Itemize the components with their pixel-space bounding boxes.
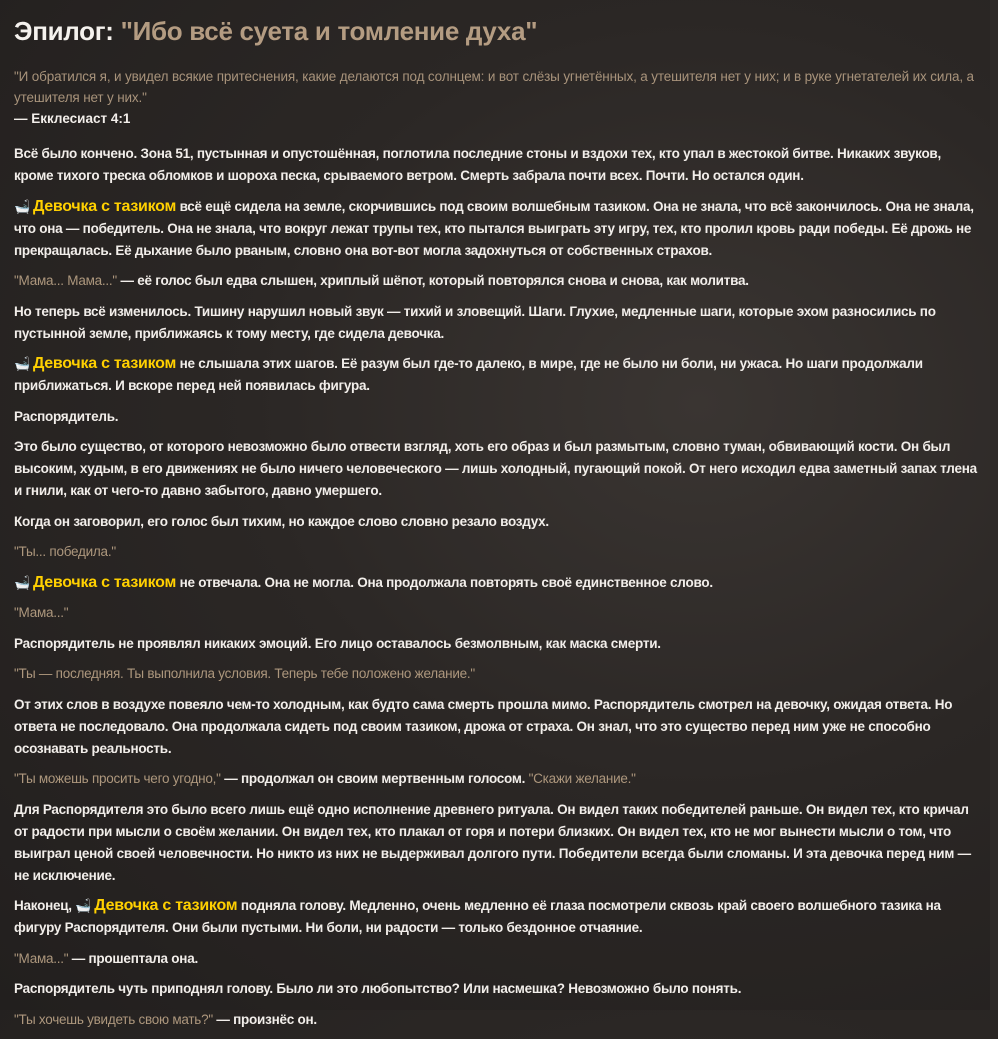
narration-text: — произнёс он. (212, 1011, 317, 1027)
story-paragraph (14, 436, 980, 502)
story-paragraph (14, 895, 980, 939)
narration-text: Для Распорядителя это было всего лишь ещё одно исполнение древнего ритуала. Он видел таких победителей раньше. Он видел тех, кто кричал от радости при мысли о своём желании. Он видел тех, кто плакал от горя и потери близких. Он видел тех, кто не мог вынести мысли о том, что выиграл ценой своей человечности. Но никто из них не выдерживал долгого пути. Победители всегда были сломаны. И эта девочка перед ним — не исключение. (14, 801, 971, 883)
narration-text: От этих слов в воздухе повеяло чем-то холодным, как будто сама смерть прошла мимо. Распорядитель смотрел на девочку, ожидая ответа. Но ответа не последовало. Она продолжала сидеть под своим тазиком, дрожа от страха. Он знал, что это существо перед ним уже не способно осознавать реальность. (14, 696, 953, 756)
narration-text: — её голос был едва слышен, хриплый шёпот, который повторялся снова и снова, как молитва. (116, 273, 749, 288)
narration-text: Но теперь всё изменилось. Тишину нарушил новый звук — тихий и зловещий. Шаги. Глухие, медленные шаги, которые эхом разносились по пустынной земле, приближаясь к тому месту, где сидела девочка. (14, 303, 936, 341)
story-paragraph (14, 1009, 980, 1031)
dialogue-quote: "Ты хочешь увидеть свою мать?" (14, 1011, 213, 1027)
story-paragraph (14, 978, 980, 1000)
dialogue-quote: "Мама..." (14, 950, 69, 966)
story-paragraph (14, 541, 980, 563)
title-prefix: Эпилог: (14, 16, 121, 46)
narration-text: всё ещё сидела на земле, скорчившись под своим волшебным тазиком. Она не знала, что всё закончилось. Она не знала, что она — победитель. Она не знала, что вокруг лежат трупы тех, кто пытался выиграть эту игру, тех, кто пролил кровь ради победы. Её дрожь не прекращалась. Её дыхание было рваным, словно она вот-вот могла задохнуться от собственных страхов. (14, 198, 974, 258)
narration-text: Когда он заговорил, его голос был тихим, но каждое слово словно резало воздух. (14, 513, 549, 529)
narration-text: подняла голову. Медленно, очень медленно её глаза посмотрели сквозь край своего волшебного тазика на фигуру Распорядителя. Они были пустыми. Ни боли, ни радости — только бездонное отчаяние. (14, 898, 941, 935)
scrollbar[interactable] (990, 0, 998, 1010)
narration-text: не отвечала. Она не могла. Она продолжала повторять своё единственное слово. (176, 574, 713, 590)
story-paragraph (14, 602, 980, 624)
narration-text: Распорядитель. (14, 408, 119, 424)
story-body (14, 143, 980, 1031)
epigraph-source: — Екклесиаст 4:1 (14, 111, 131, 126)
story-paragraph (14, 948, 980, 970)
epigraph-text: "И обратился я, и увидел всякие притеснения, какие делаются под солнцем: и вот слёзы угнетённых, а утешителя нет у них; и в руке угнетателей их сила, а утешителя нет у них." (14, 69, 974, 105)
narration-text: — прошептала она. (68, 950, 198, 966)
narration-text: — продолжал он своим мертвенным голосом. (220, 771, 529, 786)
narration-text: Распорядитель чуть приподнял голову. Было ли это любопытство? Или насмешка? Невозможно было понять. (14, 981, 742, 996)
story-paragraph (14, 572, 980, 594)
dialogue-quote: "Ты... победила." (14, 544, 116, 559)
narration-text: Наконец, (14, 898, 76, 913)
bathtub-icon: 🛁 (75, 898, 92, 913)
story-paragraph (14, 511, 980, 533)
story-paragraph (14, 406, 980, 428)
story-paragraph (14, 196, 980, 262)
dialogue-quote: "Ты — последняя. Ты выполнила условия. Теперь тебе положено желание." (14, 666, 475, 681)
narration-text: Всё было кончено. Зона 51, пустынная и опустошённая, поглотила последние стоны и вздохи тех, кто упал в жестокой битве. Никаких звуков, кроме тихого треска обломков и шороха песка, срываемого ветром. Смерть забрала почти всех. Почти. Но остался один. (14, 146, 941, 183)
title-quote: "Ибо всё суета и томление духа" (120, 16, 538, 46)
story-container (14, 14, 980, 1039)
dialogue-quote: "Ты можешь просить чего угодно," (14, 771, 221, 786)
character-name: Девочка с тазиком (32, 355, 177, 372)
story-paragraph (14, 799, 980, 887)
narration-text: не слышала этих шагов. Её разум был где-то далеко, в мире, где не было ни боли, ни ужаса. Но шаги продолжали приближаться. И вскоре перед ней появилась фигура. (14, 356, 923, 393)
story-paragraph (14, 768, 980, 790)
story-paragraph (14, 301, 980, 345)
narration-text: Распорядитель не проявлял никаких эмоций. Его лицо оставалось безмолвным, как маска смерти. (14, 635, 661, 651)
dialogue-quote: "Мама..." (14, 605, 69, 620)
dialogue-quote: "Скажи желание." (528, 771, 636, 786)
page-title (14, 14, 980, 48)
character-name: Девочка с тазиком (94, 897, 238, 914)
bathtub-icon: 🛁 (14, 198, 30, 214)
character-name: Девочка с тазиком (32, 573, 177, 591)
story-paragraph (14, 633, 980, 655)
story-paragraph (14, 663, 980, 685)
bathtub-icon: 🛁 (14, 356, 30, 371)
story-paragraph (14, 270, 980, 292)
story-paragraph (14, 353, 980, 397)
narration-text: Это было существо, от которого невозможно было отвести взгляд, хоть его образ и был размытым, словно туман, обвивающий кости. Он был высоким, худым, в его движениях не было ничего человеческого — лишь холодный, пугающий покой. От него исходил едва заметный запах тлена и гнили, как от чего-то давно забытого, давно умершего. (14, 439, 977, 498)
story-paragraph (14, 143, 980, 187)
bathtub-icon: 🛁 (14, 574, 30, 590)
character-name: Девочка с тазиком (32, 197, 177, 215)
story-paragraph (14, 694, 980, 760)
dialogue-quote: "Мама... Мама..." (14, 273, 117, 288)
